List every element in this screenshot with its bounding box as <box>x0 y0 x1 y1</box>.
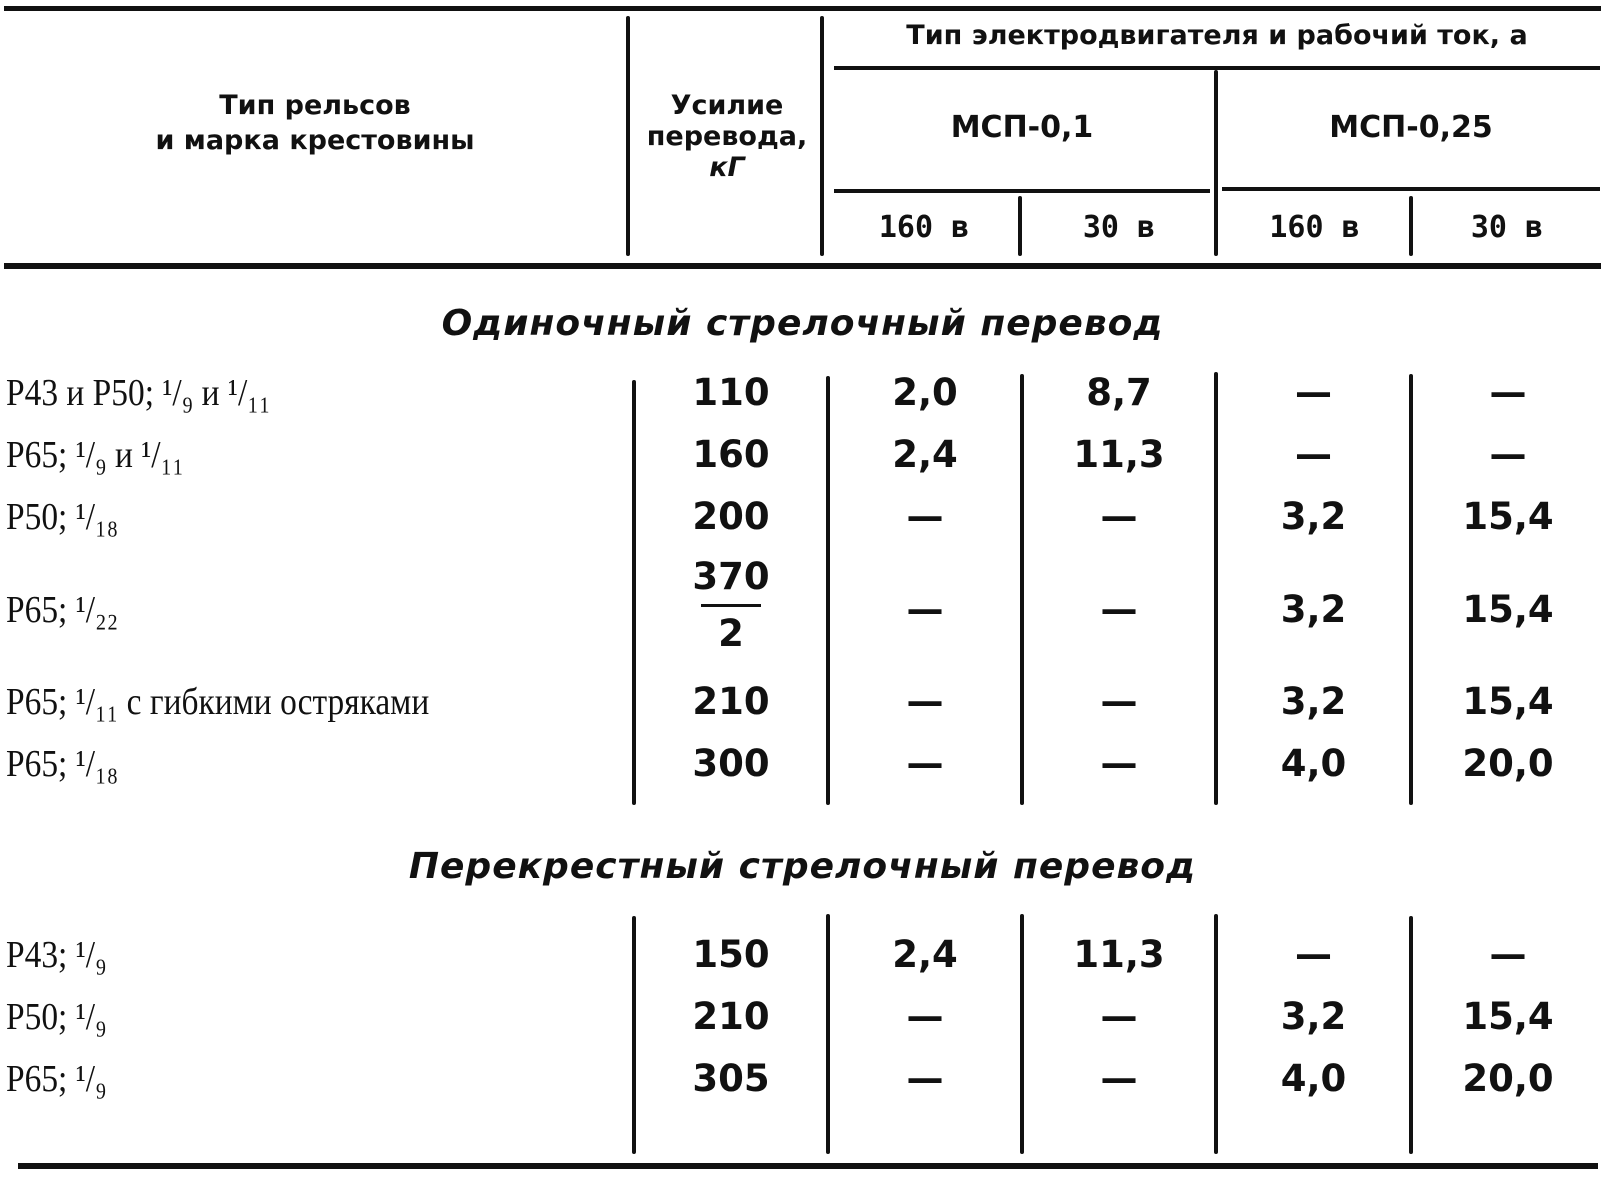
msp025-30-cell: 20,0 <box>1462 1057 1554 1100</box>
force-cell: 305 <box>692 1057 770 1100</box>
msp01-30-cell: — <box>1100 742 1138 785</box>
msp025-30-cell: — <box>1489 933 1527 976</box>
msp025-30-cell: — <box>1489 433 1527 476</box>
force-cell: 160 <box>692 433 770 476</box>
msp01-30-cell: 8,7 <box>1086 371 1152 414</box>
header-bottom-rule <box>4 263 1601 269</box>
header-divider <box>1018 196 1022 256</box>
header-divider <box>1214 70 1218 256</box>
rail-type-cell: Р50; ¹/₉ <box>6 996 107 1038</box>
msp025-160-cell: 4,0 <box>1280 1057 1347 1100</box>
header-divider <box>820 16 824 256</box>
rail-type-cell: Р43; ¹/₉ <box>6 934 107 976</box>
rail-header-line2: и марка крестовины <box>155 125 475 157</box>
rail-type-cell: Р65; ¹/₉ и ¹/₁₁ <box>6 434 184 476</box>
header-divider <box>626 16 630 256</box>
msp025-30-cell: 15,4 <box>1462 495 1554 538</box>
msp01-30-cell: 11,3 <box>1073 433 1165 476</box>
header-subrule <box>834 66 1600 70</box>
msp01-160-cell: — <box>906 742 944 785</box>
msp01-30-cell: 11,3 <box>1073 933 1165 976</box>
fraction-bar <box>701 604 761 607</box>
voltage-160-msp01: 160 в <box>878 210 970 245</box>
force-cell: 150 <box>692 933 770 976</box>
msp01-160-cell: — <box>906 1057 944 1100</box>
motor-msp01-header: МСП-0,1 <box>950 110 1094 145</box>
rail-type-cell: Р65; ¹/₂₂ <box>6 589 119 631</box>
force-numerator: 370 <box>692 555 770 598</box>
header-subrule <box>834 189 1210 193</box>
voltage-160-msp025: 160 в <box>1269 210 1360 245</box>
voltage-30-msp025: 30 в <box>1470 210 1544 245</box>
msp025-30-cell: — <box>1489 371 1527 414</box>
force-cell: 210 <box>692 680 770 723</box>
top-rule <box>4 6 1601 11</box>
msp025-160-cell: 4,0 <box>1280 742 1347 785</box>
force-column-header <box>634 90 820 183</box>
rail-type-cell: Р43 и Р50; ¹/₉ и ¹/₁₁ <box>6 372 271 414</box>
force-cell: 200 <box>692 495 770 538</box>
msp01-30-cell: — <box>1100 680 1138 723</box>
rail-type-cell: Р65; ¹/₉ <box>6 1058 107 1100</box>
msp01-160-cell: 2,4 <box>892 933 958 976</box>
msp025-30-cell: 15,4 <box>1462 680 1554 723</box>
msp01-30-cell: — <box>1100 588 1138 631</box>
msp01-160-cell: — <box>906 995 944 1038</box>
msp01-160-cell: — <box>906 588 944 631</box>
force-denominator: 2 <box>718 612 744 655</box>
rail-type-column-header <box>20 88 610 158</box>
force-header-line1: Усилие <box>670 90 784 121</box>
msp01-30-cell: — <box>1100 1057 1138 1100</box>
msp025-30-cell: 20,0 <box>1462 742 1554 785</box>
bottom-rule <box>18 1163 1598 1169</box>
msp025-160-cell: — <box>1295 433 1332 476</box>
msp01-160-cell: 2,4 <box>892 433 958 476</box>
msp01-30-cell: — <box>1100 495 1138 538</box>
msp01-30-cell: — <box>1100 995 1138 1038</box>
force-cell: 300 <box>692 742 770 785</box>
msp025-160-cell: 3,2 <box>1280 995 1347 1038</box>
header-divider <box>1409 196 1413 256</box>
msp01-160-cell: — <box>906 680 944 723</box>
section-title: Одиночный стрелочный перевод <box>441 303 1164 344</box>
msp025-160-cell: — <box>1295 371 1332 414</box>
msp01-160-cell: — <box>906 495 944 538</box>
rail-header-line1: Тип рельсов <box>219 90 411 121</box>
force-header-line3: кГ <box>709 152 745 184</box>
rail-type-cell: Р65; ¹/₁₈ <box>6 743 119 785</box>
motor-msp025-header: МСП-0,25 <box>1329 110 1493 145</box>
msp025-30-cell: 15,4 <box>1462 995 1554 1038</box>
msp025-30-cell: 15,4 <box>1462 588 1554 631</box>
section-title: Перекрестный стрелочный перевод <box>408 846 1197 887</box>
voltage-30-msp01: 30 в <box>1082 210 1156 245</box>
force-cell: 210 <box>692 995 770 1038</box>
msp025-160-cell: 3,2 <box>1280 680 1347 723</box>
motor-group-header: Тип электродвигателя и рабочий ток, а <box>906 20 1528 51</box>
force-fraction-cell <box>636 552 826 659</box>
msp025-160-cell: 3,2 <box>1280 495 1347 538</box>
msp01-160-cell: 2,0 <box>892 371 958 414</box>
rail-type-cell: Р65; ¹/₁₁ с гибкими остряками <box>6 681 430 723</box>
rail-type-cell: Р50; ¹/₁₈ <box>6 496 119 538</box>
msp025-160-cell: — <box>1295 933 1332 976</box>
force-header-line2: перевода, <box>646 121 808 153</box>
msp025-160-cell: 3,2 <box>1280 588 1347 631</box>
force-cell: 110 <box>692 371 770 414</box>
header-subrule <box>1222 187 1600 191</box>
